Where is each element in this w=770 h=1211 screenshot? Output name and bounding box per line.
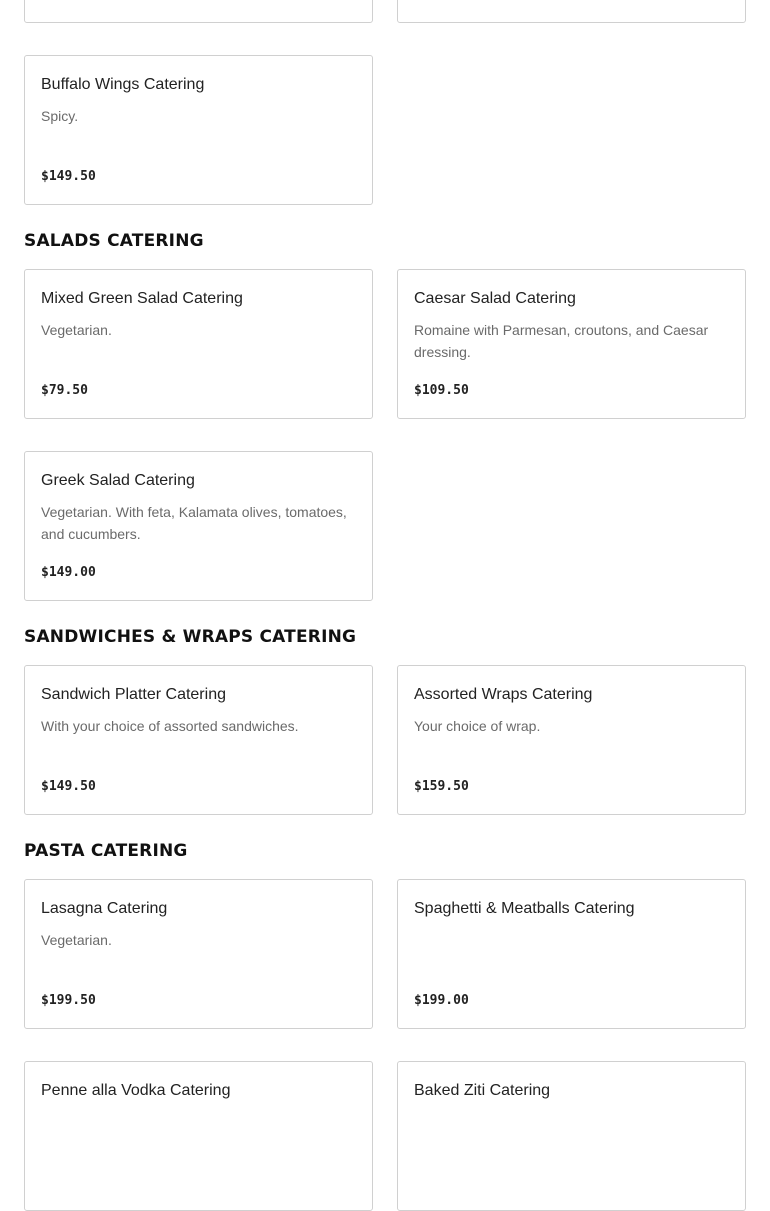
menu-item-description: Romaine with Parmesan, croutons, and Caesar dressing. [414, 322, 709, 360]
menu-item-price: $109.50 [414, 383, 469, 398]
menu-item-description: With your choice of assorted sandwiches. [41, 718, 299, 734]
menu-item-price: $149.50 [41, 779, 96, 794]
menu-item-card-mixed-green-salad[interactable] [24, 269, 373, 419]
menu-item-card-caesar-salad[interactable] [397, 269, 746, 419]
menu-item-name: Caesar Salad Catering [414, 290, 576, 307]
menu-item-price: $149.00 [41, 565, 96, 580]
menu-item-card-sandwich-platter[interactable] [24, 665, 373, 815]
menu-item-card-spaghetti-meatballs[interactable] [397, 879, 746, 1029]
menu-item-card[interactable] [397, 0, 746, 23]
menu-item-card-partial[interactable] [397, 1061, 746, 1211]
menu-item-description: Vegetarian. [41, 932, 112, 948]
section-heading-sandwiches-wraps: SANDWICHES & WRAPS CATERING [24, 627, 357, 647]
menu-item-card-partial[interactable] [24, 1061, 373, 1211]
menu-item-name: Spaghetti & Meatballs Catering [414, 900, 635, 917]
menu-item-card[interactable] [24, 0, 373, 23]
menu-item-description: Vegetarian. With feta, Kalamata olives, tomatoes, and cucumbers. [41, 504, 347, 542]
menu-item-price: $159.50 [414, 779, 469, 794]
section-heading-salads: SALADS CATERING [24, 231, 204, 251]
menu-item-price: $199.50 [41, 993, 96, 1008]
menu-item-name: Mixed Green Salad Catering [41, 290, 243, 307]
menu-item-name: Assorted Wraps Catering [414, 686, 593, 703]
menu-item-name: Greek Salad Catering [41, 472, 195, 489]
menu-item-card-lasagna[interactable] [24, 879, 373, 1029]
menu-item-price: $199.00 [414, 993, 469, 1008]
menu-item-description: Your choice of wrap. [414, 718, 541, 734]
menu-item-card-greek-salad[interactable] [24, 451, 373, 601]
menu-item-price: $79.50 [41, 383, 88, 398]
menu-item-card-buffalo-wings[interactable] [24, 55, 373, 205]
menu-item-name: Sandwich Platter Catering [41, 686, 226, 703]
menu-item-description: Spicy. [41, 108, 79, 124]
menu-item-name: Baked Ziti Catering [414, 1082, 551, 1099]
menu-item-name: Lasagna Catering [41, 900, 168, 917]
menu-item-description: Vegetarian. [41, 322, 112, 338]
section-heading-pasta: PASTA CATERING [24, 841, 188, 861]
menu-item-name: Penne alla Vodka Catering [41, 1082, 231, 1099]
menu-item-price: $149.50 [41, 169, 96, 184]
menu-item-name: Buffalo Wings Catering [41, 76, 205, 93]
menu-item-card-assorted-wraps[interactable] [397, 665, 746, 815]
